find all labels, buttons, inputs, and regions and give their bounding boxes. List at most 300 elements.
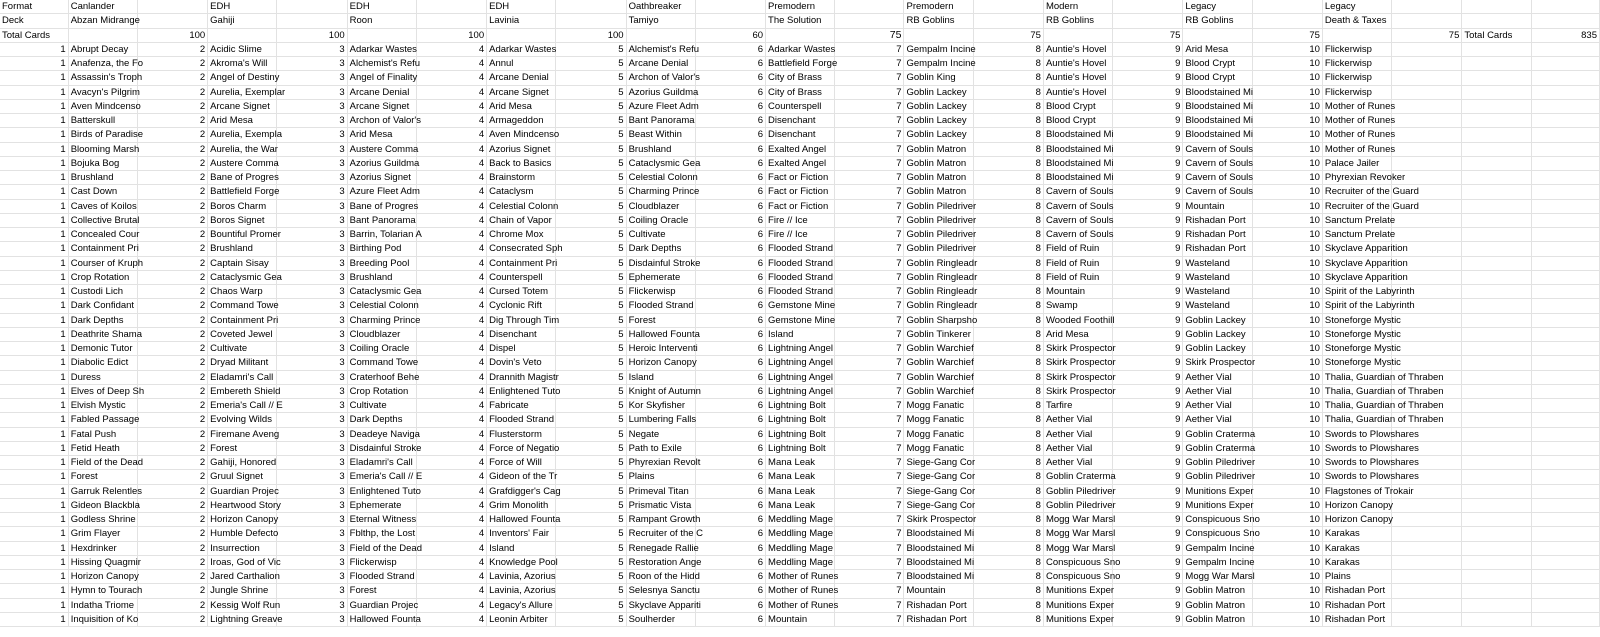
card-name-cell[interactable]: Exalted Angel — [766, 142, 835, 156]
card-name-cell[interactable]: Disdainful Stroke — [347, 441, 416, 455]
empty-cell[interactable] — [1462, 598, 1531, 612]
deck-index-cell[interactable]: 1 — [0, 242, 68, 256]
deck-index-cell[interactable]: 8 — [973, 441, 1043, 455]
card-name-cell[interactable]: Command Towe — [347, 356, 416, 370]
card-name-cell[interactable]: Siege-Gang Cor — [904, 484, 973, 498]
empty-cell[interactable] — [973, 14, 1043, 28]
deck-index-cell[interactable]: 10 — [1252, 199, 1322, 213]
deck-index-cell[interactable]: 2 — [137, 171, 207, 185]
card-name-cell[interactable]: Azorius Signet — [347, 171, 416, 185]
empty-cell[interactable] — [1531, 584, 1599, 598]
card-name-cell[interactable]: Goblin Piledriver — [904, 228, 973, 242]
empty-cell[interactable] — [1531, 228, 1599, 242]
empty-cell[interactable] — [1462, 541, 1531, 555]
deck-index-cell[interactable]: 4 — [416, 612, 486, 626]
deck-index-cell[interactable]: 5 — [556, 612, 626, 626]
deck-index-cell[interactable]: 3 — [277, 555, 347, 569]
deck-index-cell[interactable]: 9 — [1113, 114, 1183, 128]
deck-index-cell[interactable]: 1 — [0, 399, 68, 413]
deck-index-cell[interactable]: 10 — [1252, 156, 1322, 170]
card-name-cell[interactable]: Conspicuous Sno — [1043, 555, 1112, 569]
card-name-cell[interactable]: Skyclave Apparition — [1322, 242, 1391, 256]
card-name-cell[interactable]: Brushland — [68, 171, 137, 185]
card-name-cell[interactable]: Goblin Matron — [1183, 584, 1252, 598]
empty-cell[interactable] — [1462, 513, 1531, 527]
deck-index-cell[interactable]: 1 — [0, 342, 68, 356]
deck-index-cell[interactable]: 3 — [277, 242, 347, 256]
card-name-cell[interactable]: Adarkar Wastes — [347, 42, 416, 56]
deck-index-cell[interactable]: 6 — [695, 370, 765, 384]
deck-index-cell[interactable]: 10 — [1252, 413, 1322, 427]
deck-index-cell[interactable]: 10 — [1252, 270, 1322, 284]
card-name-cell[interactable]: Annul — [487, 57, 556, 71]
deck-index-cell[interactable]: 5 — [556, 213, 626, 227]
empty-cell[interactable] — [1113, 14, 1183, 28]
card-name-cell[interactable]: Azorius Guildma — [626, 85, 695, 99]
deck-index-cell[interactable]: 9 — [1113, 598, 1183, 612]
deck-index-cell[interactable]: 3 — [277, 470, 347, 484]
card-name-cell[interactable]: Inventors' Fair — [487, 527, 556, 541]
empty-cell[interactable] — [137, 14, 207, 28]
empty-cell[interactable] — [1462, 242, 1531, 256]
deck-index-cell[interactable]: 8 — [973, 470, 1043, 484]
deck-index-cell[interactable]: 3 — [277, 71, 347, 85]
deck-index-cell[interactable]: 7 — [835, 128, 904, 142]
deck-total-cell[interactable]: 100 — [277, 28, 347, 42]
deck-index-cell[interactable]: 8 — [973, 71, 1043, 85]
deck-index-cell[interactable]: 1 — [0, 441, 68, 455]
deck-index-cell[interactable]: 6 — [695, 128, 765, 142]
card-name-cell[interactable]: Craterhoof Behe — [347, 370, 416, 384]
deck-index-cell[interactable]: 6 — [695, 114, 765, 128]
card-name-cell[interactable]: Indatha Triome — [68, 598, 137, 612]
empty-cell[interactable] — [1462, 456, 1531, 470]
card-name-cell[interactable]: Goblin Matron — [904, 185, 973, 199]
card-name-cell[interactable]: Lightning Greave — [208, 612, 277, 626]
card-name-cell[interactable]: Skirk Prospector — [904, 513, 973, 527]
deck-index-cell[interactable]: 6 — [695, 242, 765, 256]
deck-index-cell[interactable]: 4 — [416, 242, 486, 256]
card-name-cell[interactable]: Cultivate — [626, 228, 695, 242]
card-name-cell[interactable]: Cyclonic Rift — [487, 299, 556, 313]
deck-index-cell[interactable]: 6 — [695, 142, 765, 156]
card-name-cell[interactable]: Hallowed Founta — [626, 327, 695, 341]
empty-cell[interactable] — [1462, 85, 1531, 99]
deck-index-cell[interactable]: 8 — [973, 242, 1043, 256]
deck-index-cell[interactable]: 4 — [416, 57, 486, 71]
deck-index-cell[interactable]: 9 — [1113, 199, 1183, 213]
deck-index-cell[interactable]: 3 — [277, 213, 347, 227]
deck-index-cell[interactable]: 4 — [416, 185, 486, 199]
card-name-cell[interactable]: Grim Flayer — [68, 527, 137, 541]
deck-index-cell[interactable]: 9 — [1113, 256, 1183, 270]
empty-cell[interactable] — [1462, 199, 1531, 213]
card-name-cell[interactable]: Mana Leak — [766, 484, 835, 498]
card-name-cell[interactable]: Garruk Relentles — [68, 484, 137, 498]
card-name-cell[interactable]: Cloudblazer — [626, 199, 695, 213]
card-name-cell[interactable]: Angel of Destiny — [208, 71, 277, 85]
deck-index-cell[interactable]: 10 — [1252, 228, 1322, 242]
deck-index-cell[interactable]: 7 — [835, 598, 904, 612]
deck-index-cell[interactable]: 7 — [835, 114, 904, 128]
card-name-cell[interactable]: Mogg Fanatic — [904, 399, 973, 413]
deck-total-cell[interactable]: 60 — [695, 28, 765, 42]
deck-index-cell[interactable]: 2 — [137, 213, 207, 227]
deck-index-cell[interactable]: 8 — [973, 99, 1043, 113]
card-name-cell[interactable]: Kor Skyfisher — [626, 399, 695, 413]
deck-index-cell[interactable]: 8 — [973, 555, 1043, 569]
deck-index-cell[interactable]: 8 — [973, 185, 1043, 199]
deck-cell[interactable]: RB Goblins — [904, 14, 973, 28]
card-name-cell[interactable]: Forest — [347, 584, 416, 598]
card-name-cell[interactable]: Enlightened Tuto — [347, 484, 416, 498]
card-name-cell[interactable]: Forest — [626, 313, 695, 327]
empty-cell[interactable] — [1531, 299, 1599, 313]
empty-cell[interactable] — [347, 28, 416, 42]
empty-cell[interactable] — [1462, 114, 1531, 128]
card-name-cell[interactable]: Mother of Runes — [766, 584, 835, 598]
deck-index-cell[interactable]: 5 — [556, 299, 626, 313]
card-name-cell[interactable]: Exalted Angel — [766, 156, 835, 170]
card-name-cell[interactable]: Dark Depths — [626, 242, 695, 256]
card-name-cell[interactable]: Mogg War Marsl — [1183, 570, 1252, 584]
card-name-cell[interactable]: Swords to Plowshares — [1322, 456, 1391, 470]
deck-index-cell[interactable]: 3 — [277, 256, 347, 270]
card-name-cell[interactable]: Consecrated Sph — [487, 242, 556, 256]
card-name-cell[interactable]: Renegade Rallie — [626, 541, 695, 555]
card-name-cell[interactable]: Primeval Titan — [626, 484, 695, 498]
card-name-cell[interactable]: Goblin King — [904, 71, 973, 85]
card-name-cell[interactable]: Barrin, Tolarian A — [347, 228, 416, 242]
deck-index-cell[interactable]: 3 — [277, 313, 347, 327]
deck-index-cell[interactable]: 5 — [556, 484, 626, 498]
deck-index-cell[interactable]: 2 — [137, 356, 207, 370]
card-name-cell[interactable]: Karakas — [1322, 527, 1391, 541]
empty-cell[interactable] — [556, 14, 626, 28]
card-name-cell[interactable]: Flickerwisp — [1322, 42, 1391, 56]
card-name-cell[interactable]: Goblin Piledriver — [904, 242, 973, 256]
empty-cell[interactable] — [835, 14, 904, 28]
card-name-cell[interactable]: Goblin Piledriver — [904, 199, 973, 213]
card-name-cell[interactable]: Hexdrinker — [68, 541, 137, 555]
deck-index-cell[interactable]: 3 — [277, 399, 347, 413]
deck-index-cell[interactable]: 6 — [695, 384, 765, 398]
deck-total-cell[interactable]: 75 — [973, 28, 1043, 42]
grand-total-label-cell[interactable]: Total Cards — [1462, 28, 1531, 42]
card-name-cell[interactable]: Beast Within — [626, 128, 695, 142]
empty-cell[interactable] — [1462, 256, 1531, 270]
card-name-cell[interactable]: Island — [626, 370, 695, 384]
deck-index-cell[interactable]: 3 — [277, 584, 347, 598]
card-name-cell[interactable]: Blood Crypt — [1043, 114, 1112, 128]
deck-index-cell[interactable]: 4 — [416, 384, 486, 398]
card-name-cell[interactable]: Siege-Gang Cor — [904, 498, 973, 512]
card-name-cell[interactable]: Thalia, Guardian of Thraben — [1322, 384, 1391, 398]
card-name-cell[interactable]: Blooming Marsh — [68, 142, 137, 156]
deck-index-cell[interactable]: 4 — [416, 570, 486, 584]
deck-index-cell[interactable]: 1 — [0, 156, 68, 170]
card-name-cell[interactable]: Goblin Ringleadr — [904, 285, 973, 299]
deck-index-cell[interactable]: 2 — [137, 114, 207, 128]
deck-index-cell[interactable]: 10 — [1252, 441, 1322, 455]
deck-index-cell[interactable]: 10 — [1252, 584, 1322, 598]
deck-index-cell[interactable]: 7 — [835, 384, 904, 398]
deck-total-cell[interactable]: 75 — [1113, 28, 1183, 42]
deck-index-cell[interactable]: 7 — [835, 299, 904, 313]
deck-index-cell[interactable]: 2 — [137, 598, 207, 612]
card-name-cell[interactable]: Arcane Signet — [347, 99, 416, 113]
card-name-cell[interactable]: Mother of Runes — [766, 598, 835, 612]
deck-index-cell[interactable]: 9 — [1113, 498, 1183, 512]
deck-index-cell[interactable]: 2 — [137, 555, 207, 569]
empty-cell[interactable] — [1531, 427, 1599, 441]
card-name-cell[interactable]: Munitions Exper — [1183, 498, 1252, 512]
card-name-cell[interactable]: Cavern of Souls — [1183, 156, 1252, 170]
empty-cell[interactable] — [1531, 470, 1599, 484]
deck-index-cell[interactable]: 8 — [973, 256, 1043, 270]
deck-index-cell[interactable]: 2 — [137, 327, 207, 341]
deck-index-cell[interactable]: 9 — [1113, 128, 1183, 142]
empty-cell[interactable] — [1392, 71, 1462, 85]
deck-index-cell[interactable]: 3 — [277, 99, 347, 113]
deck-index-cell[interactable]: 8 — [973, 42, 1043, 56]
deck-index-cell[interactable]: 7 — [835, 142, 904, 156]
card-name-cell[interactable]: Aven Mindcenso — [68, 99, 137, 113]
deck-index-cell[interactable]: 6 — [695, 299, 765, 313]
empty-cell[interactable] — [1531, 71, 1599, 85]
card-name-cell[interactable]: Forest — [208, 441, 277, 455]
deck-index-cell[interactable]: 3 — [277, 185, 347, 199]
card-name-cell[interactable]: Meddling Mage — [766, 541, 835, 555]
deck-index-cell[interactable]: 10 — [1252, 42, 1322, 56]
empty-cell[interactable] — [973, 0, 1043, 14]
deck-index-cell[interactable]: 5 — [556, 513, 626, 527]
deck-index-cell[interactable]: 9 — [1113, 156, 1183, 170]
empty-cell[interactable] — [487, 28, 556, 42]
card-name-cell[interactable]: Coiling Oracle — [626, 213, 695, 227]
card-name-cell[interactable]: Command Towe — [208, 299, 277, 313]
deck-index-cell[interactable]: 10 — [1252, 71, 1322, 85]
card-name-cell[interactable]: Lightning Bolt — [766, 413, 835, 427]
deck-index-cell[interactable]: 4 — [416, 285, 486, 299]
deck-index-cell[interactable]: 10 — [1252, 299, 1322, 313]
deck-index-cell[interactable]: 6 — [695, 399, 765, 413]
card-name-cell[interactable]: Gempalm Incine — [904, 57, 973, 71]
card-name-cell[interactable]: Goblin Lackey — [1183, 327, 1252, 341]
deck-index-cell[interactable]: 7 — [835, 456, 904, 470]
deck-index-cell[interactable]: 2 — [137, 156, 207, 170]
card-name-cell[interactable]: Bloodstained Mi — [904, 527, 973, 541]
empty-cell[interactable] — [1392, 213, 1462, 227]
deck-index-cell[interactable]: 1 — [0, 484, 68, 498]
deck-index-cell[interactable]: 4 — [416, 370, 486, 384]
card-name-cell[interactable]: Mana Leak — [766, 498, 835, 512]
card-name-cell[interactable]: Auntie's Hovel — [1043, 42, 1112, 56]
card-name-cell[interactable]: Horizon Canopy — [208, 513, 277, 527]
card-name-cell[interactable]: Fabricate — [487, 399, 556, 413]
card-name-cell[interactable]: Goblin Piledriver — [1043, 484, 1112, 498]
card-name-cell[interactable]: Rishadan Port — [1322, 584, 1391, 598]
card-name-cell[interactable]: Skirk Prospector — [1043, 384, 1112, 398]
card-name-cell[interactable]: Mountain — [766, 612, 835, 626]
empty-cell[interactable] — [1392, 356, 1462, 370]
deck-index-cell[interactable]: 8 — [973, 142, 1043, 156]
deck-index-cell[interactable]: 7 — [835, 413, 904, 427]
card-name-cell[interactable]: Restoration Ange — [626, 555, 695, 569]
deck-index-cell[interactable]: 8 — [973, 228, 1043, 242]
deck-index-cell[interactable]: 3 — [277, 85, 347, 99]
deck-index-cell[interactable]: 2 — [137, 57, 207, 71]
empty-cell[interactable] — [1392, 42, 1462, 56]
card-name-cell[interactable]: Bloodstained Mi — [904, 570, 973, 584]
deck-index-cell[interactable]: 1 — [0, 527, 68, 541]
deck-index-cell[interactable]: 2 — [137, 299, 207, 313]
card-name-cell[interactable]: Goblin Matron — [904, 142, 973, 156]
card-name-cell[interactable]: Flusterstorm — [487, 427, 556, 441]
deck-index-cell[interactable]: 7 — [835, 370, 904, 384]
deck-index-cell[interactable]: 1 — [0, 384, 68, 398]
card-name-cell[interactable]: Bojuka Bog — [68, 156, 137, 170]
deck-index-cell[interactable]: 1 — [0, 228, 68, 242]
card-name-cell[interactable]: Soulherder — [626, 612, 695, 626]
deck-index-cell[interactable]: 4 — [416, 541, 486, 555]
deck-index-cell[interactable]: 4 — [416, 313, 486, 327]
deck-index-cell[interactable]: 6 — [695, 71, 765, 85]
deck-index-cell[interactable]: 3 — [277, 427, 347, 441]
deck-total-cell[interactable]: 75 — [1392, 28, 1462, 42]
deck-index-cell[interactable]: 3 — [277, 513, 347, 527]
card-name-cell[interactable]: Karakas — [1322, 541, 1391, 555]
card-name-cell[interactable]: City of Brass — [766, 71, 835, 85]
deck-index-cell[interactable]: 1 — [0, 513, 68, 527]
empty-cell[interactable] — [1392, 598, 1462, 612]
deck-index-cell[interactable]: 5 — [556, 441, 626, 455]
deck-cell[interactable]: Gahiji — [208, 14, 277, 28]
deck-index-cell[interactable]: 9 — [1113, 213, 1183, 227]
deck-index-cell[interactable]: 1 — [0, 541, 68, 555]
card-name-cell[interactable]: Fetid Heath — [68, 441, 137, 455]
deck-index-cell[interactable]: 5 — [556, 285, 626, 299]
card-name-cell[interactable]: Gruul Signet — [208, 470, 277, 484]
empty-cell[interactable] — [1392, 85, 1462, 99]
card-name-cell[interactable]: Cavern of Souls — [1043, 213, 1112, 227]
deck-index-cell[interactable]: 4 — [416, 199, 486, 213]
deck-index-cell[interactable]: 10 — [1252, 384, 1322, 398]
empty-cell[interactable] — [1462, 0, 1531, 14]
deck-index-cell[interactable]: 3 — [277, 199, 347, 213]
deck-index-cell[interactable]: 10 — [1252, 342, 1322, 356]
card-name-cell[interactable]: Horizon Canopy — [1322, 513, 1391, 527]
card-name-cell[interactable]: Charming Prince — [626, 185, 695, 199]
empty-cell[interactable] — [1531, 42, 1599, 56]
deck-index-cell[interactable]: 6 — [695, 285, 765, 299]
empty-cell[interactable] — [1462, 185, 1531, 199]
deck-index-cell[interactable]: 1 — [0, 356, 68, 370]
empty-cell[interactable] — [1531, 327, 1599, 341]
deck-index-cell[interactable]: 9 — [1113, 42, 1183, 56]
empty-cell[interactable] — [1392, 128, 1462, 142]
deck-index-cell[interactable]: 3 — [277, 612, 347, 626]
card-name-cell[interactable]: Horizon Canopy — [1322, 498, 1391, 512]
card-name-cell[interactable]: Sanctum Prelate — [1322, 228, 1391, 242]
card-name-cell[interactable]: Rishadan Port — [1183, 242, 1252, 256]
deck-index-cell[interactable]: 6 — [695, 427, 765, 441]
deck-index-cell[interactable]: 2 — [137, 384, 207, 398]
deck-index-cell[interactable]: 8 — [973, 570, 1043, 584]
deck-index-cell[interactable]: 6 — [695, 584, 765, 598]
deck-index-cell[interactable]: 3 — [277, 356, 347, 370]
deck-index-cell[interactable]: 8 — [973, 513, 1043, 527]
card-name-cell[interactable]: Bant Panorama — [626, 114, 695, 128]
deck-index-cell[interactable]: 1 — [0, 57, 68, 71]
deck-index-cell[interactable]: 9 — [1113, 513, 1183, 527]
card-name-cell[interactable]: Mogg War Marsl — [1043, 513, 1112, 527]
card-name-cell[interactable]: Brushland — [626, 142, 695, 156]
deck-index-cell[interactable]: 5 — [556, 527, 626, 541]
card-name-cell[interactable]: Wooded Foothill — [1043, 313, 1112, 327]
card-name-cell[interactable]: Heroic Interventi — [626, 342, 695, 356]
deck-index-cell[interactable]: 4 — [416, 456, 486, 470]
card-name-cell[interactable]: Drannith Magistr — [487, 370, 556, 384]
deck-index-cell[interactable]: 5 — [556, 598, 626, 612]
empty-cell[interactable] — [1531, 142, 1599, 156]
card-name-cell[interactable]: Batterskull — [68, 114, 137, 128]
empty-cell[interactable] — [1531, 541, 1599, 555]
card-name-cell[interactable]: Lightning Bolt — [766, 441, 835, 455]
format-cell[interactable]: EDH — [208, 0, 277, 14]
card-name-cell[interactable]: Grafdigger's Cag — [487, 484, 556, 498]
card-name-cell[interactable]: Aether Vial — [1183, 370, 1252, 384]
card-name-cell[interactable]: Eladamri's Call — [347, 456, 416, 470]
card-name-cell[interactable]: Dark Depths — [347, 413, 416, 427]
deck-index-cell[interactable]: 1 — [0, 114, 68, 128]
card-name-cell[interactable]: Austere Comma — [208, 156, 277, 170]
deck-index-cell[interactable]: 2 — [137, 242, 207, 256]
deck-cell[interactable]: The Solution — [766, 14, 835, 28]
card-name-cell[interactable]: Auntie's Hovel — [1043, 85, 1112, 99]
card-name-cell[interactable]: Cultivate — [208, 342, 277, 356]
deck-index-cell[interactable]: 6 — [695, 413, 765, 427]
card-name-cell[interactable]: Goblin Lackey — [904, 114, 973, 128]
deck-index-cell[interactable]: 7 — [835, 42, 904, 56]
deck-index-cell[interactable]: 8 — [973, 584, 1043, 598]
deck-index-cell[interactable]: 2 — [137, 456, 207, 470]
deck-index-cell[interactable]: 9 — [1113, 555, 1183, 569]
deck-index-cell[interactable]: 2 — [137, 285, 207, 299]
card-name-cell[interactable]: Cataclysmic Gea — [347, 285, 416, 299]
card-name-cell[interactable]: Celestial Colonn — [487, 199, 556, 213]
card-name-cell[interactable]: Flickerwisp — [347, 555, 416, 569]
deck-index-cell[interactable]: 10 — [1252, 399, 1322, 413]
card-name-cell[interactable]: Concealed Cour — [68, 228, 137, 242]
deck-index-cell[interactable]: 4 — [416, 413, 486, 427]
deck-index-cell[interactable]: 3 — [277, 156, 347, 170]
deck-index-cell[interactable]: 7 — [835, 270, 904, 284]
empty-cell[interactable] — [1531, 14, 1599, 28]
empty-cell[interactable] — [1531, 285, 1599, 299]
card-name-cell[interactable]: Disenchant — [487, 327, 556, 341]
empty-cell[interactable] — [1462, 313, 1531, 327]
deck-index-cell[interactable]: 3 — [277, 270, 347, 284]
card-name-cell[interactable]: Bloodstained Mi — [904, 555, 973, 569]
deck-index-cell[interactable]: 2 — [137, 342, 207, 356]
card-name-cell[interactable]: Kessig Wolf Run — [208, 598, 277, 612]
format-cell[interactable]: Premodern — [904, 0, 973, 14]
deck-index-cell[interactable]: 10 — [1252, 513, 1322, 527]
deck-cell[interactable]: RB Goblins — [1183, 14, 1252, 28]
deck-index-cell[interactable]: 8 — [973, 370, 1043, 384]
card-name-cell[interactable]: Auntie's Hovel — [1043, 57, 1112, 71]
